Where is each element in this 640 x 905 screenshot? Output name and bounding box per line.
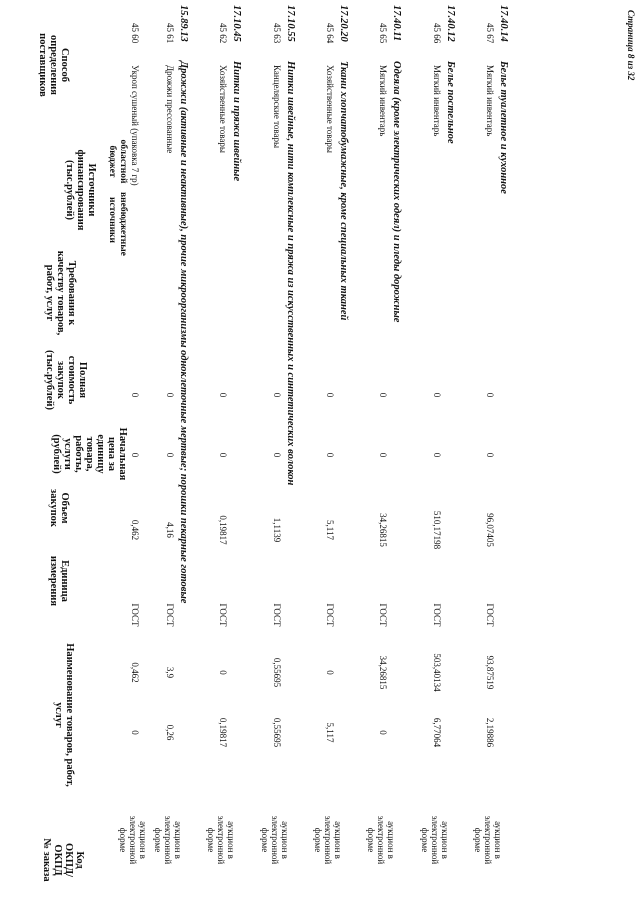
row-total: 0,19817 bbox=[218, 515, 228, 545]
row-method-line: форме bbox=[206, 827, 216, 853]
header-funding-regional: областной бюджет bbox=[107, 139, 128, 184]
row-volume: 0 bbox=[130, 392, 140, 398]
row-method-line: аукцион в bbox=[493, 821, 503, 859]
row-volume: 0 bbox=[485, 392, 495, 398]
row-funding-extra: 93,87519 bbox=[485, 655, 495, 690]
header-price: Начальная цена за единицу товара, работы, услуги (рублей) bbox=[51, 427, 128, 481]
row-method-line: форме bbox=[366, 827, 376, 853]
row-funding-extra: 34,26815 bbox=[378, 655, 388, 690]
row-funding-regional: 2,19886 bbox=[485, 717, 495, 748]
row-volume: 0 bbox=[378, 392, 388, 398]
section-title: Нитки швейные, нити комплексные и пряжа из искусственных и синтетических волокон bbox=[285, 61, 296, 486]
section-code: 17.20.20 bbox=[338, 5, 349, 42]
row-method bbox=[118, 805, 148, 875]
row-method bbox=[473, 805, 503, 875]
row-number: 45 61 bbox=[165, 23, 175, 44]
section-title: Дрожжи (активные и неактивные), прочие микроорганизмы одноклеточные мертвые; порошки пекарные готовые bbox=[178, 61, 189, 604]
row-method-line: форме bbox=[260, 827, 270, 853]
row-number: 45 67 bbox=[485, 23, 495, 44]
row-funding-extra: 0,462 bbox=[130, 662, 140, 683]
row-method-line: электронной bbox=[483, 815, 493, 865]
row-number: 45 60 bbox=[130, 23, 140, 44]
row-method-line: электронной bbox=[270, 815, 280, 865]
row-total: 96,07405 bbox=[485, 513, 495, 547]
row-name: Мягкий инвентарь bbox=[378, 65, 388, 137]
row-method-line: электронной bbox=[376, 815, 386, 865]
row-name: Мягкий инвентарь bbox=[432, 65, 442, 137]
row-method-line: аукцион в bbox=[280, 821, 290, 859]
row-volume: 0 bbox=[325, 392, 335, 398]
row-method bbox=[420, 805, 450, 875]
row-method-line: аукцион в bbox=[333, 821, 343, 859]
row-price: 0 bbox=[218, 452, 228, 458]
row-quality: ГОСТ bbox=[485, 603, 495, 627]
header-name: Наименование товаров, работ, услуг bbox=[53, 643, 75, 787]
row-name: Канцелярские товары bbox=[272, 65, 282, 149]
row-total: 5,117 bbox=[325, 520, 335, 540]
row-number: 45 66 bbox=[432, 23, 442, 44]
row-funding-regional: 0,55695 bbox=[272, 717, 282, 748]
row-number: 45 62 bbox=[218, 23, 228, 44]
row-funding-extra: 0 bbox=[325, 670, 335, 675]
row-method bbox=[260, 805, 290, 875]
row-method-line: аукцион в bbox=[440, 821, 450, 859]
row-total: 1,1139 bbox=[272, 517, 282, 543]
row-quality: ГОСТ bbox=[218, 603, 228, 627]
header-volume: Объем закупок bbox=[48, 489, 70, 527]
row-price: 0 bbox=[165, 452, 175, 458]
row-price: 0 bbox=[130, 452, 140, 458]
row-quality: ГОСТ bbox=[272, 603, 282, 627]
header-method: Способ определения поставщиков bbox=[37, 33, 70, 97]
row-method-line: форме bbox=[118, 827, 128, 853]
row-method-line: форме bbox=[420, 827, 430, 853]
row-method bbox=[153, 805, 183, 875]
row-method-line: форме bbox=[153, 827, 163, 853]
row-total: 0,462 bbox=[130, 519, 140, 541]
row-name: Укроп сушеный (упаковка 7 гр) bbox=[130, 65, 140, 186]
row-method-line: форме bbox=[473, 827, 483, 853]
row-quality: ГОСТ bbox=[432, 603, 442, 627]
section-title: Белье постельное bbox=[445, 61, 456, 144]
section-title: Белье туалетное и кухонное bbox=[498, 61, 509, 194]
row-price: 0 bbox=[432, 452, 442, 458]
section-code: 17.10.55 bbox=[285, 5, 296, 42]
row-method-line: аукцион в bbox=[173, 821, 183, 859]
row-volume: 0 bbox=[432, 392, 442, 398]
header-code bbox=[41, 820, 85, 900]
row-quality: ГОСТ bbox=[378, 603, 388, 627]
row-price: 0 bbox=[485, 452, 495, 458]
row-funding-regional: 0,26 bbox=[165, 724, 175, 741]
page-number: Страница 8 из 32 bbox=[626, 10, 636, 81]
header-code-line: ОКПД bbox=[52, 844, 63, 876]
row-total: 34,26815 bbox=[378, 513, 388, 547]
row-price: 0 bbox=[272, 452, 282, 458]
row-funding-regional: 6,77064 bbox=[432, 717, 442, 748]
section-title: Ткани хлопчатобумажные, кроме специальных тканей bbox=[338, 61, 349, 321]
row-name: Дрожжи прессованные bbox=[165, 65, 175, 154]
header-code-line: ОКПД/ bbox=[63, 842, 74, 878]
header-unit: Единица измерения bbox=[48, 555, 70, 607]
row-funding-extra: 0,55695 bbox=[272, 657, 282, 688]
row-volume: 0 bbox=[165, 392, 175, 398]
section-code: 17.40.12 bbox=[445, 5, 456, 42]
row-funding-regional: 0,19817 bbox=[218, 717, 228, 748]
header-quality: Требования к качеству товаров, работ, услуг bbox=[44, 250, 77, 336]
header-funding-extra: внебюджетные источники bbox=[107, 192, 128, 256]
row-funding-extra: 3,9 bbox=[165, 666, 175, 679]
row-method-line: форме bbox=[313, 827, 323, 853]
section-code: 15.89.13 bbox=[178, 5, 189, 42]
row-method-line: электронной bbox=[323, 815, 333, 865]
row-funding-regional: 0 bbox=[378, 730, 388, 735]
row-name: Хозяйственные товары bbox=[218, 65, 228, 153]
row-method-line: аукцион в bbox=[386, 821, 396, 859]
row-method-line: аукцион в bbox=[226, 821, 236, 859]
row-method-line: электронной bbox=[163, 815, 173, 865]
row-method bbox=[206, 805, 236, 875]
row-number: 45 65 bbox=[378, 23, 388, 44]
row-total: 4,16 bbox=[165, 522, 175, 538]
header-funding: Источники финансирования (тыс.рублей) bbox=[64, 149, 97, 231]
row-method bbox=[366, 805, 396, 875]
row-quality: ГОСТ bbox=[325, 603, 335, 627]
section-title: Одеяла (кроме электрических одеял) и пледы дорожные bbox=[391, 61, 402, 323]
row-volume: 0 bbox=[272, 392, 282, 398]
row-name: Хозяйственные товары bbox=[325, 65, 335, 153]
row-method-line: электронной bbox=[128, 815, 138, 865]
header-code-line: № заказа bbox=[41, 838, 52, 882]
row-funding-extra: 503,40134 bbox=[432, 653, 442, 692]
section-code: 17.40.11 bbox=[391, 5, 402, 42]
section-title: Нитки и пряжа швейные bbox=[231, 61, 242, 182]
row-funding-regional: 5,117 bbox=[325, 722, 335, 743]
header-total: Полная стоимость закупок (тыс.рублей) bbox=[44, 349, 88, 411]
header-code-line: Код bbox=[74, 851, 85, 869]
row-name: Мягкий инвентарь bbox=[485, 65, 495, 137]
row-method-line: электронной bbox=[216, 815, 226, 865]
section-code: 17.40.14 bbox=[498, 5, 509, 42]
row-quality: ГОСТ bbox=[165, 603, 175, 627]
row-funding-regional: 0 bbox=[130, 730, 140, 735]
row-number: 45 63 bbox=[272, 23, 282, 44]
row-funding-extra: 0 bbox=[218, 670, 228, 675]
row-price: 0 bbox=[325, 452, 335, 458]
section-code: 17.10.45 bbox=[231, 5, 242, 42]
row-total: 510,17198 bbox=[432, 510, 442, 550]
row-quality: ГОСТ bbox=[130, 603, 140, 627]
row-volume: 0 bbox=[218, 392, 228, 398]
row-number: 45 64 bbox=[325, 23, 335, 44]
row-method bbox=[313, 805, 343, 875]
row-price: 0 bbox=[378, 452, 388, 458]
row-method-line: электронной bbox=[430, 815, 440, 865]
row-method-line: аукцион в bbox=[138, 821, 148, 859]
